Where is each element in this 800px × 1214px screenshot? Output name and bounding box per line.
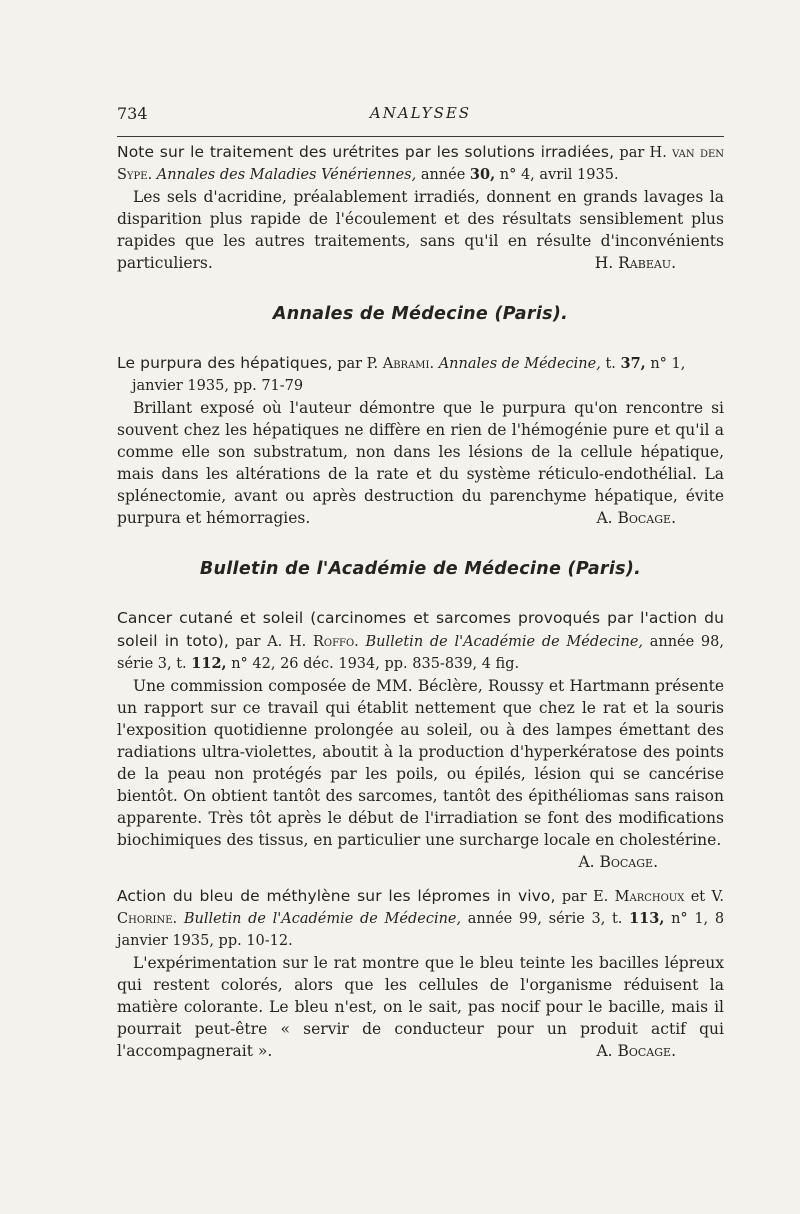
entry-title: Cancer cutané et soleil (carcinomes et sarcomes provoqués par l'action du soleil in toto), <box>117 609 724 650</box>
entry-body <box>117 675 724 851</box>
author-name: Abrami. <box>382 356 435 372</box>
author-particle: den <box>699 145 725 161</box>
abstract-entry <box>117 885 724 1062</box>
journal-heading: Annales de Médecine (Paris). <box>272 304 569 324</box>
entry-signature: A. Bocage. <box>596 1042 676 1060</box>
volume-number: 37, <box>620 355 646 372</box>
entry-body-text: Les sels d'acridine, préalablement irradiés, donnent en grands lavages la disparition plus rapide de l'écoulement et des résultats sensiblement plus rapides que les autres traitements, sans qu'il en résulte d'inconvénients particuliers. <box>117 188 724 272</box>
entry-citation <box>117 885 724 952</box>
citation-details: année 99, série 3, t. <box>467 911 623 927</box>
abstract-entry <box>117 141 724 274</box>
document-page <box>117 0 724 1214</box>
author-name: Marchoux <box>614 889 685 905</box>
entry-signature: A. Bocage. <box>596 509 676 527</box>
entry-title: Note sur le traitement des urétrites par les solutions irradiées, <box>117 143 615 161</box>
author-name: Chorine. <box>117 911 178 927</box>
entry-title: Action du bleu de méthylène sur les lépromes in vivo, <box>117 887 556 905</box>
citation-details: t. <box>605 356 616 372</box>
abstract-entry <box>117 607 724 873</box>
citation-details: n° 1, 8 janvier 1935, pp. 10-12. <box>117 911 725 949</box>
citation-details-continued: janvier 1935, pp. 71-79 <box>132 378 304 394</box>
entry-body <box>117 186 724 274</box>
entry-citation <box>117 141 724 186</box>
section-title: ANALYSES <box>369 104 472 122</box>
author-name: Roffo. <box>312 634 359 650</box>
entry-body <box>117 397 724 529</box>
entry-body-text: Une commission composée de MM. Béclère, Roussy et Hartmann présente un rapport sur ce travail qui établit nettement que chez le rat et la souris l'exposition quotidienne prolongée au soleil, ou à des lampes émettant des radiations ultra-violettes, aboutit à la production d'hyperkératose des points de la peau non protégés par les poils, ou épilés, lésion qui se cancérise bientôt. On obtient tantôt des sarcomes, tantôt des épithéliomas sans raison apparente. Très tôt après le début de l'irradiation se font des modifications biochimiques des tissus, en particulier une surcharge locale en cholestérine. <box>117 677 724 849</box>
entry-signature: A. Bocage. <box>578 853 658 871</box>
author-prefix: par A. H. <box>235 634 307 650</box>
author-name: Sype. <box>117 167 153 183</box>
author-prefix: par E. <box>561 889 609 905</box>
entry-citation <box>117 352 724 397</box>
journal-name: Bulletin de l'Académie de Médecine, <box>365 634 644 650</box>
citation-details: année <box>420 167 466 183</box>
journal-heading: Bulletin de l'Académie de Médecine (Paris). <box>199 559 642 579</box>
citation-details: n° 42, 26 déc. 1934, pp. 835-839, 4 fig. <box>231 656 520 672</box>
journal-name: Bulletin de l'Académie de Médecine, <box>183 911 462 927</box>
author-prefix: par H. <box>619 145 667 161</box>
abstract-entry <box>117 352 724 529</box>
volume-number: 113, <box>629 910 665 927</box>
header-rule <box>117 136 724 137</box>
entry-body-text: Brillant exposé où l'auteur démontre que le purpura qu'on rencontre si souvent chez les hépatiques ne diffère en rien de l'hémogénie pure et qu'il a comme elle son substratum, non dans les lésions de la cellule hépatique, mais dans les altérations de la rate et du système réticulo-endothélial. La splénectomie, avant ou après destruction du parenchyme hépatique, évite purpura et hémorragies. <box>117 399 724 527</box>
entry-citation <box>117 607 724 675</box>
volume-number: 30, <box>469 166 496 183</box>
entry-signature: H. Rabeau. <box>594 254 676 272</box>
volume-number: 112, <box>191 655 227 672</box>
author-prefix: par P. <box>337 356 379 372</box>
running-header <box>117 104 724 128</box>
entry-body <box>117 952 724 1062</box>
journal-name: Annales des Maladies Vénériennes, <box>156 167 417 183</box>
journal-name: Annales de Médecine, <box>438 356 601 372</box>
entry-title: Le purpura des hépatiques, <box>117 354 333 372</box>
entry-body-text: L'expérimentation sur le rat montre que le bleu teinte les bacilles lépreux qui restent colorés, alors que les cellules de l'organisme réduisent la matière colorante. Le bleu n'est, on le sait, pas nocif pour le bacille, mais il pourrait peut-être « servir de conducteur pour un produit actif qui l'accompagnerait ». <box>117 954 724 1060</box>
citation-details: n° 1, <box>650 356 686 372</box>
page-content <box>117 141 724 1062</box>
author-joiner: et V. <box>690 889 724 905</box>
citation-details: n° 4, avril 1935. <box>499 167 619 183</box>
page-number: 734 <box>117 104 148 123</box>
author-particle: van <box>672 145 695 161</box>
citation-details: année 98, série 3, t. <box>117 634 724 672</box>
